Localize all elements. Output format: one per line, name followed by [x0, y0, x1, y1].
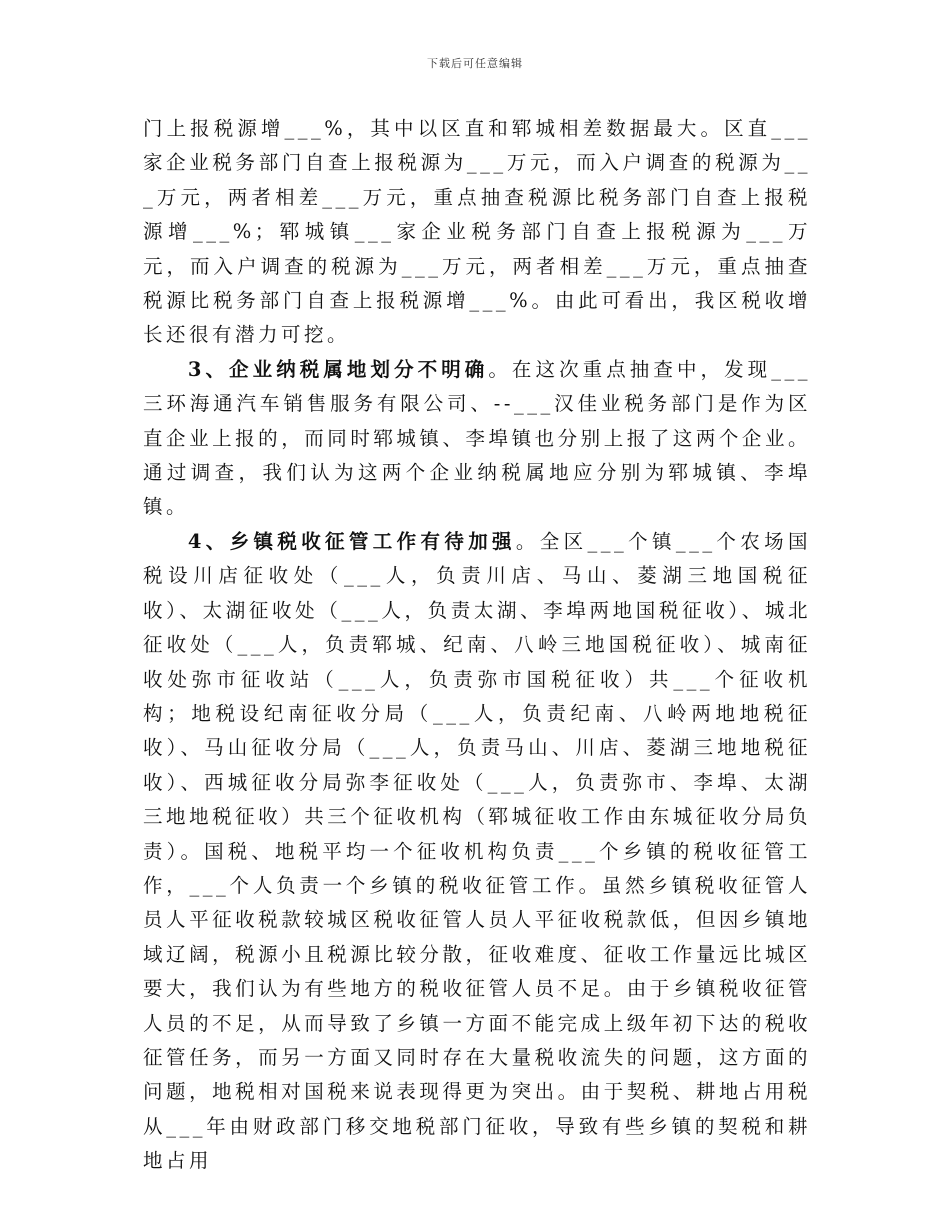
document-body: [143, 112, 811, 1179]
paragraph-text: 。在这次重点抽查中，发现___三环海通汽车销售服务有限公司、--___汉佳业税务部门是作为区直企业上报的，而同时郓城镇、李埠镇也分别上报了这两个企业。通过调查，我们认为这两个企业纳税属地应分别为郓城镇、李埠镇。: [143, 357, 811, 519]
paragraph-text: 。全区___个镇___个农场国税设川店征收处（___人，负责川店、马山、菱湖三地国税征收）、太湖征收处（___人，负责太湖、李埠两地国税征收）、城北征收处（___人，负责郓城、纪南、八岭三地国税征收）、城南征收处弥市征收站（___人，负责弥市国税征收）共___个征收机构；地税设纪南征收分局（___人，负责纪南、八岭两地地税征收）、马山征收分局（___人，负责马山、川店、菱湖三地地税征收）、西城征收分局弥李征收处（___人，负责弥市、李埠、太湖三地地税征收）共三个征收机构（郓城征收工作由东城征收分局负责）。国税、地税平均一个征收机构负责___个乡镇的税收征管工作，___个人负责一个乡镇的税收征管工作。虽然乡镇税收征管人员人平征收税款较城区税收征管人员人平征收税款低，但因乡镇地域辽阔，税源小且税源比较分散，征收难度、征收工作量远比城区要大，我们认为有些地方的税收征管人员不足。由于乡镇税收征管人员的不足，从而导致了乡镇一方面不能完成上级年初下达的税收征管任务，而另一方面又同时存在大量税收流失的问题，这方面的问题，地税相对国税来说表现得更为突出。由于契税、耕地占用税从___年由财政部门移交地税部门征收，导致有些乡镇的契税和耕地占用: [143, 529, 811, 1173]
paragraph-township-tax: [143, 525, 811, 1179]
paragraph-text: 门上报税源增___%，其中以区直和郓城相差数据最大。区直___家企业税务部门自查上报税源为___万元，而入户调查的税源为___万元，两者相差___万元，重点抽查税源比税务部门自查上报税源增___%；郓城镇___家企业税务部门自查上报税源为___万元，而入户调查的税源为___万元，两者相差___万元，重点抽查税源比税务部门自查上报税源增___%。由此可看出，我区税收增长还很有潜力可挖。: [143, 117, 811, 347]
paragraph-continuation: [143, 112, 811, 353]
paragraph-tax-jurisdiction: [143, 353, 811, 525]
paragraph-heading: 4、乡镇税收征管工作有待加强: [187, 529, 516, 553]
paragraph-heading: 3、企业纳税属地划分不明确: [187, 357, 489, 381]
page-header: 下载后可任意编辑: [427, 57, 523, 70]
